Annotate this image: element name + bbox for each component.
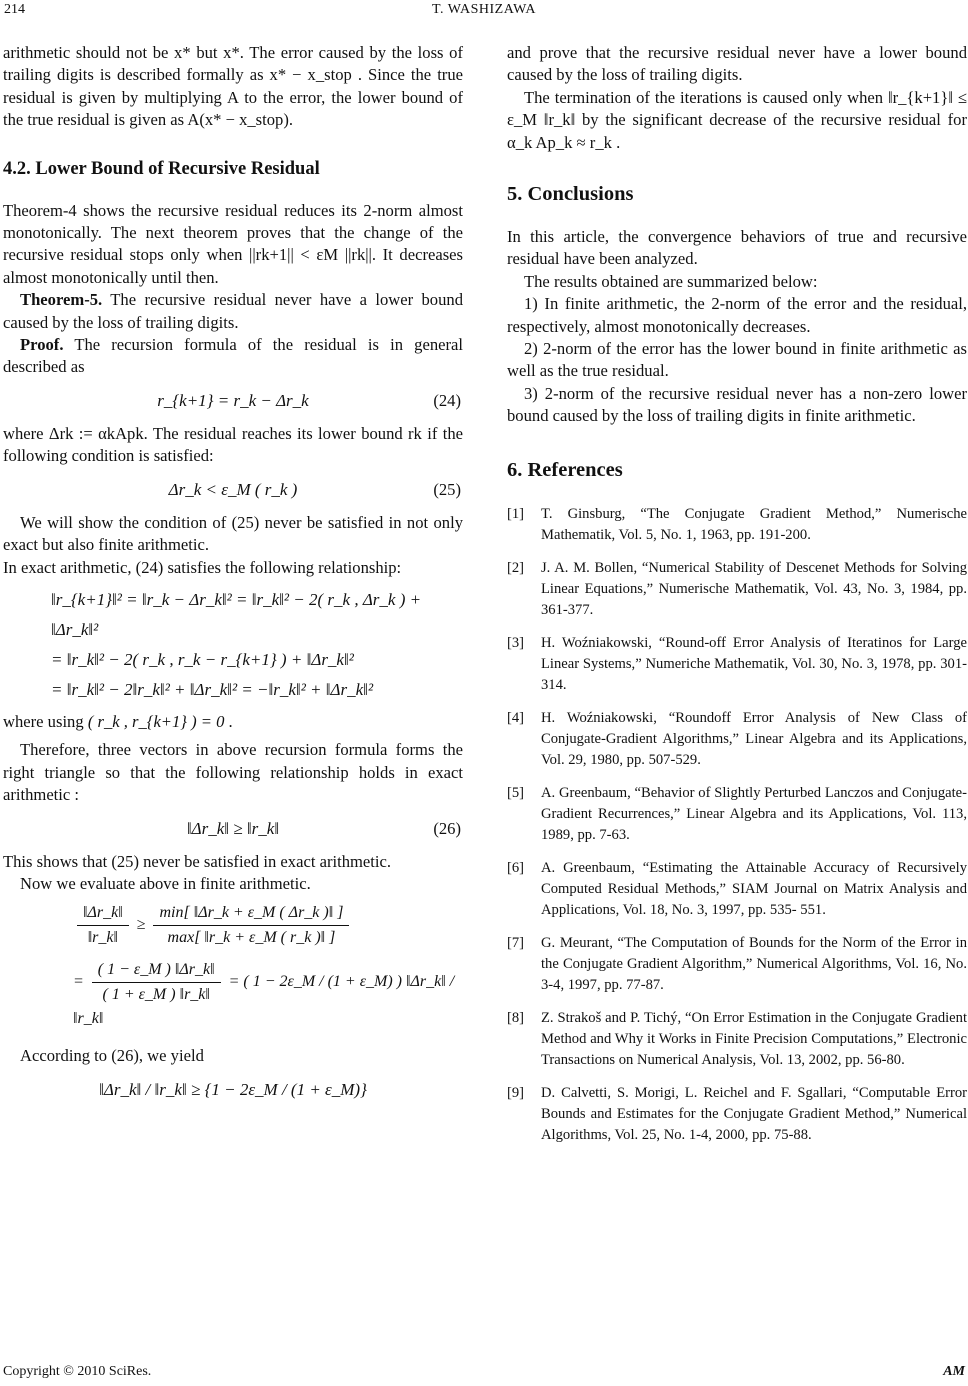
reference-text: G. Meurant, “The Computation of Bounds for the Norm of the Error in the Conjugate Gradient Algorithm,” Numerical Algorithms, Vol. 16, No. 3-4, 1997, pp. 77-87.: [541, 934, 967, 993]
paragraph-prove-recursive: and prove that the recursive residual never have a lower bound caused by the loss of trailing digits.: [507, 43, 967, 85]
reference-item: [507, 558, 967, 621]
reference-item: [507, 1008, 967, 1071]
footer-journal: AM: [943, 1364, 965, 1379]
equation-24: [3, 389, 463, 415]
reference-number: [6]: [507, 859, 525, 876]
theorem-text: The recursive residual never have a lower bound caused by the loss of trailing digits.: [3, 290, 463, 332]
equation-line-1: ‖r_{k+1}‖² = ‖r_k − Δr_k‖² = ‖r_k‖² − 2( r_k , Δr_k ) + ‖Δr_k‖²: [51, 589, 422, 639]
page-number: 214: [4, 2, 25, 17]
proof-paragraph: [3, 334, 463, 379]
reference-text: H. Woźniakowski, “Roundoff Error Analysis of New Class of Conjugate-Gradient Algorithms,” Linear Algebra and its Applications, Vol. 29, 1980, pp. 507-529.: [541, 709, 967, 768]
equation-block-ratio: [73, 901, 463, 1031]
equation-block-norms: [51, 585, 463, 705]
paragraph-show-condition: We will show the condition of (25) never be satisfied in not only exact but also finite arithmetic.: [3, 512, 463, 555]
reference-number: [7]: [507, 934, 525, 951]
equation-25: [3, 478, 463, 504]
equation-line-2: = ‖r_k‖² − 2( r_k , r_k − r_{k+1} ) + ‖Δr_k‖²: [51, 649, 354, 669]
right-column: [507, 42, 967, 1158]
conclusions-intro: In this article, the convergence behaviors of true and recursive residual have been analyzed.: [507, 227, 967, 269]
reference-item: [507, 633, 967, 696]
epsilon-fraction: $\frac{( 1 - \varepsilon\_M ) ‖\Delta r\_k‖}{( 1 + \varepsilon\_M ) ‖r\_k‖}$: [92, 958, 221, 1007]
reference-number: [1]: [507, 505, 525, 522]
orthogonality-equation: ( r_k , r_{k+1} ) = 0: [87, 711, 225, 731]
reference-text: H. Woźniakowski, “Round-off Error Analysis of Iteratinos for Large Linear Systems,” Numeriche Mathematik, Vol. 30, No. 3, 1978, pp. 301-314.: [541, 634, 967, 693]
section-heading-conclusions: 5. Conclusions: [507, 183, 634, 206]
section-heading-references: 6. References: [507, 458, 623, 481]
running-head: T. WASHIZAWA: [432, 2, 536, 17]
reference-text: T. Ginsburg, “The Conjugate Gradient Method,” Numerische Mathematik, Vol. 5, No. 1, 1963, pp. 191-200.: [541, 505, 967, 543]
reference-number: [5]: [507, 784, 525, 801]
equation-26-number: (26): [433, 818, 461, 838]
reference-text: A. Greenbaum, “Behavior of Slightly Perturbed Lanczos and Conjugate-Gradient Recurrences,” Linear Algebra and its Applications, Vol. 113, 1989, pp. 7-63.: [541, 784, 967, 843]
paragraph-where-using: where using ( r_k , r_{k+1} ) = 0 .: [3, 711, 233, 731]
lhs-fraction: $\frac{‖\Delta r\_k‖}{‖r\_k‖}$: [77, 901, 129, 950]
paragraph-according-26: According to (26), we yield: [20, 1046, 204, 1066]
reference-item: [507, 1083, 967, 1146]
rhs-fraction: $\frac{\min[ ‖\Delta r\_k + \varepsilon\_M ( \Delta r\_k )‖ ]}{\max[ ‖r\_k + \varepsilon\_M ( r\_k )‖ ]}$: [153, 901, 349, 950]
theorem-5: [3, 289, 463, 334]
reference-item: [507, 933, 967, 996]
reference-text: D. Calvetti, S. Morigi, L. Reichel and F. Sgallari, “Computable Error Bounds and Estimates for the Conjugate Gradient Method,” Numerical Algorithms, Vol. 25, No. 1-4, 2000, pp. 75-88.: [541, 1084, 967, 1143]
equation-final-bound: [3, 1078, 463, 1104]
reference-item: [507, 783, 967, 846]
reference-item: [507, 708, 967, 771]
ratio-simplified: = $\frac{( 1 - \varepsilon\_M ) ‖\Delta r\_k‖}{( 1 + \varepsilon\_M ) ‖r\_k‖}$ = ( 1 − 2ε_M / (1 + ε_M) ) ‖Δr_k‖ / ‖r_k‖: [73, 958, 463, 1031]
theorem-label: Theorem-5.: [20, 290, 103, 310]
conclusions-summary: The results obtained are summarized below:: [524, 271, 818, 291]
paragraph-finite-arithmetic: Now we evaluate above in finite arithmetic.: [20, 873, 311, 893]
paragraph-never-satisfied: This shows that (25) never be satisfied in exact arithmetic.: [3, 851, 391, 871]
paragraph-exact-arithmetic: In exact arithmetic, (24) satisfies the following relationship:: [3, 557, 402, 577]
equation-25-body: Δr_k < ε_M ( r_k ): [168, 479, 298, 499]
reference-item: [507, 858, 967, 921]
reference-number: [4]: [507, 709, 525, 726]
proof-label: Proof.: [20, 335, 64, 355]
where-using-text: where using: [3, 711, 84, 731]
equation-26: [3, 817, 463, 843]
conclusion-item-2: 2) 2-norm of the error has the lower bound in finite arithmetic as well as the true residual.: [507, 339, 967, 381]
footer-copyright: Copyright © 2010 SciRes.: [3, 1364, 152, 1379]
section-heading-4-2: 4.2. Lower Bound of Recursive Residual: [3, 158, 320, 179]
equation-final-bound-body: ‖Δr_k‖ / ‖r_k‖ ≥ {1 − 2ε_M / (1 + ε_M)}: [99, 1079, 367, 1099]
reference-number: [8]: [507, 1009, 525, 1026]
equation-26-body: ‖Δr_k‖ ≥ ‖r_k‖: [186, 818, 280, 838]
paragraph-delta-r: where Δrk := αkApk. The residual reaches its lower bound rk if the following condition is satisfied:: [3, 423, 463, 466]
ratio-inequality: $\frac{‖\Delta r\_k‖}{‖r\_k‖}$ ≥ $\frac{\min[ ‖\Delta r\_k + \varepsilon\_M ( \Delta r\_k )‖ ]}{\max[ ‖r\_k + \varepsilon\_M ( r\_k )‖ ]}$: [73, 901, 463, 950]
conclusion-item-3: 3) 2-norm of the recursive residual never has a non-zero lower bound caused by the loss of trailing digits in finite arithmetic.: [507, 383, 967, 426]
reference-list: [507, 504, 967, 1146]
conclusion-item-1: 1) In finite arithmetic, the 2-norm of the error and the residual, respectively, almost monotonically decreases.: [507, 294, 967, 336]
paragraph-error-loss: arithmetic should not be x* but x*. The error caused by the loss of trailing digits is described formally as x* − x_stop . Since the true residual is given by multiplying A to the error, the lower bound of the true residual is given as A(x* − x_stop).: [3, 43, 463, 130]
reference-text: J. A. M. Bollen, “Numerical Stability of Descenet Methods for Solving Linear Equations,” Numerische Mathematik, Vol. 43, No. 3, 1984, pp. 361-377.: [541, 559, 967, 618]
paragraph-termination: The termination of the iterations is caused only when ‖r_{k+1}‖ ≤ ε_M ‖r_k‖ by the significant decrease of the recursive residual for α_k Ap_k ≈ r_k .: [507, 87, 967, 152]
equation-25-number: (25): [433, 479, 461, 499]
reference-text: A. Greenbaum, “Estimating the Attainable Accuracy of Recursively Computed Residual Methods,” SIAM Journal on Matrix Analysis and Applications, Vol. 18, No. 3, 1997, pp. 535- 551.: [541, 859, 967, 918]
reference-number: [9]: [507, 1084, 525, 1101]
ratio-simplified-rhs: = ( 1 − 2ε_M / (1 + ε_M) ) ‖Δr_k‖ / ‖r_k‖: [73, 973, 455, 1028]
paragraph-theorem4: Theorem-4 shows the recursive residual reduces its 2-norm almost monotonically. The next theorem proves that the change of the recursive residual stops only when ||rk+1|| < εM ||rk||. It decreases almost monotonically until then.: [3, 200, 463, 287]
reference-item: [507, 504, 967, 546]
page-header: [0, 0, 968, 22]
reference-number: [3]: [507, 634, 525, 651]
equation-24-body: r_{k+1} = r_k − Δr_k: [157, 390, 309, 410]
reference-text: Z. Strakoš and P. Tichý, “On Error Estimation in the Conjugate Gradient Method and Why it Works in Finite Precision Computations,” Electronic Transactions on Numerical Analysis, Vol. 13, 2002, pp. 56-80.: [541, 1009, 967, 1068]
paragraph-right-triangle: Therefore, three vectors in above recursion formula forms the right triangle so that the following relationship holds in exact arithmetic :: [3, 740, 463, 805]
equation-24-number: (24): [433, 390, 461, 410]
proof-text: The recursion formula of the residual is in general described as: [3, 335, 463, 377]
left-column: [3, 42, 463, 1112]
reference-number: [2]: [507, 559, 525, 576]
equation-line-3: = ‖r_k‖² − 2‖r_k‖² + ‖Δr_k‖² = −‖r_k‖² + ‖Δr_k‖²: [51, 679, 374, 699]
